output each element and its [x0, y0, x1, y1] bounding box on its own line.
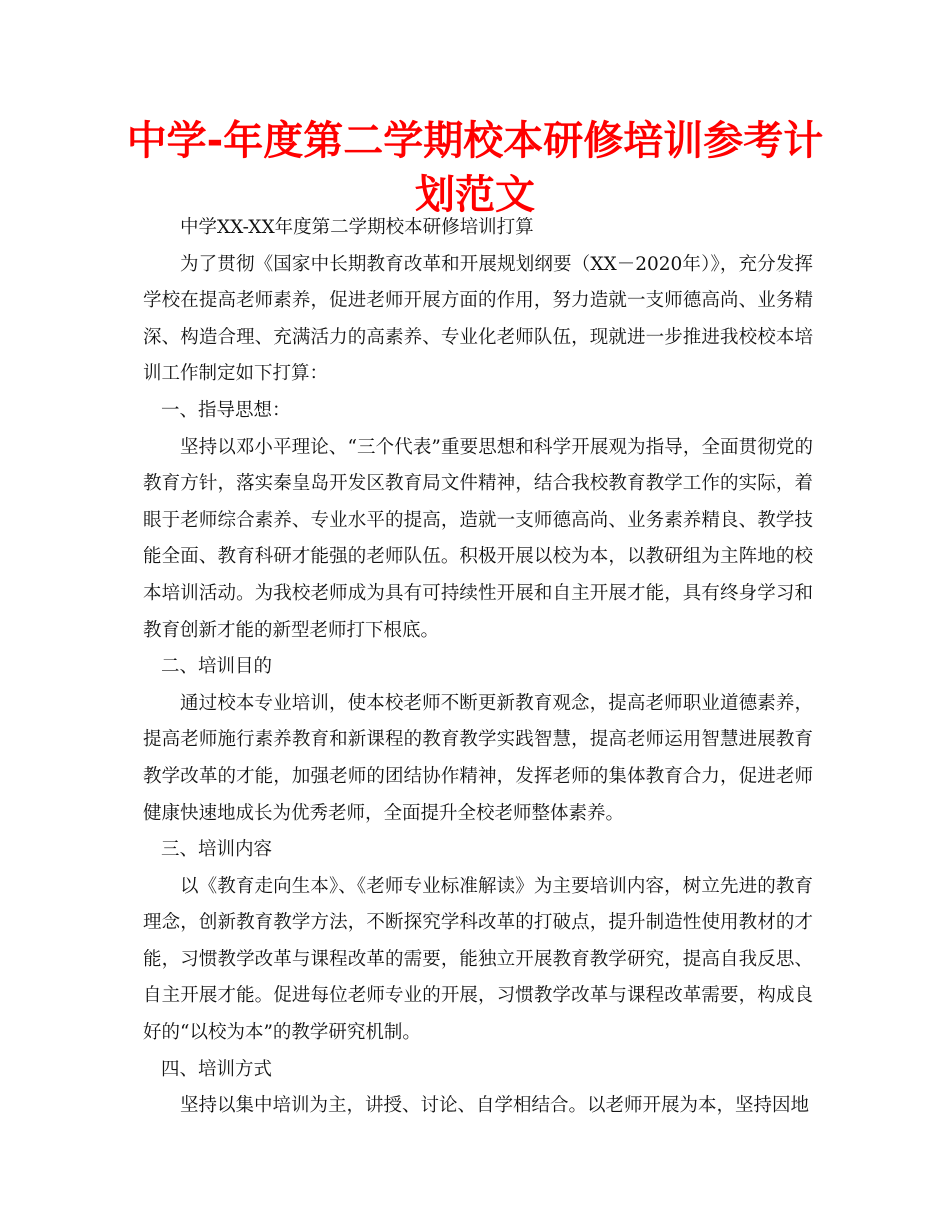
section-paragraph: 通过校本专业培训，使本校老师不断更新教育观念，提高老师职业道德素养，提高老师施行素养教育和新课程的教育教学实践智慧，提高老师运用智慧进展教育教学改革的才能，加强老师的团结协作精神，发挥老师的集体教育合力，促进老师健康快速地成长为优秀老师，全面提升全校老师整体素养。	[143, 692, 813, 824]
section-paragraph: 坚持以邓小平理论、“三个代表”重要思想和科学开展观为指导，全面贯彻党的教育方针，落实秦皇岛开发区教育局文件精神，结合我校教育教学工作的实际，着眼于老师综合素养、专业水平的提高，造就一支师德高尚、业务素养精良、教学技能全面、教育科研才能强的老师队伍。积极开展以校为本，以教研组为主阵地的校本培训活动。为我校老师成为具有可持续性开展和自主开展才能，具有终身学习和教育创新才能的新型老师打下根底。	[143, 436, 813, 641]
section-paragraph: 以《教育走向生本》、《老师专业标准解读》为主要培训内容，树立先进的教育理念，创新教育教学方法，不断探究学科改革的打破点，提升制造性使用教材的才能，习惯教学改革与课程改革的需要，能独立开展教育教学研究，提高自我反思、自主开展才能。促进每位老师专业的开展，习惯教学改革与课程改革需要，构成良好的“以校为本”的教学研究机制。	[143, 875, 813, 1044]
section-heading: 二、培训目的	[161, 656, 273, 678]
section-heading: 四、培训方式	[161, 1058, 273, 1080]
section-paragraph: 坚持以集中培训为主，讲授、讨论、自学相结合。以老师开展为本，坚持因地	[180, 1095, 810, 1117]
intro-paragraph: 为了贯彻《国家中长期教育改革和开展规划纲要（XX－2020年）》，充分发挥学校在提高老师素养，促进老师开展方面的作用，努力造就一支师德高尚、业务精深、构造合理、充满活力的高素养、专业化老师队伍，现就进一步推进我校校本培训工作制定如下打算：	[143, 253, 813, 385]
section-heading: 一、指导思想：	[161, 399, 291, 421]
section-heading: 三、培训内容	[161, 839, 273, 861]
subtitle-paragraph: 中学XX-XX年度第二学期校本研修培训打算	[180, 217, 534, 238]
document-body	[143, 210, 813, 1125]
document-title: 中学-年度第二学期校本研修培训参考计划范文	[126, 118, 824, 218]
